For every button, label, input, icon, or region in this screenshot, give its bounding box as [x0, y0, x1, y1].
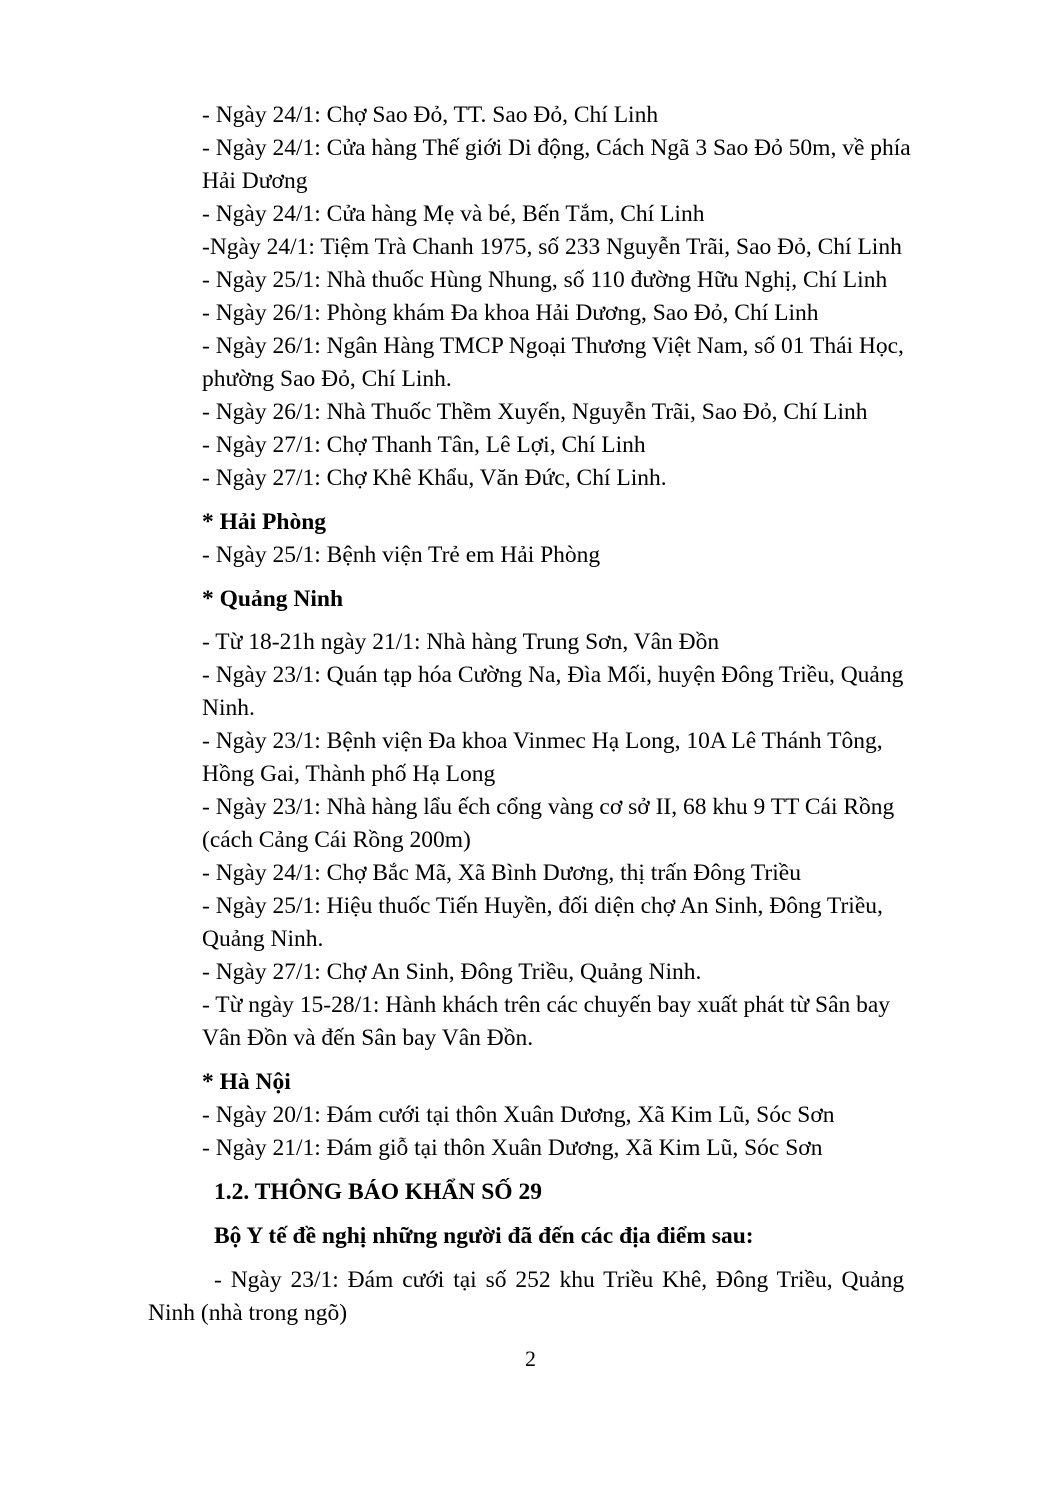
page-number: 2 [525, 1346, 536, 1371]
list-item: - Ngày 25/1: Nhà thuốc Hùng Nhung, số 110 đường Hữu Nghị, Chí Linh [202, 267, 888, 293]
list-item: - Ngày 24/1: Cửa hàng Thế giới Di động, Cách Ngã 3 Sao Đỏ 50m, về phía [202, 135, 911, 161]
list-item: - Ngày 24/1: Chợ Bắc Mã, Xã Bình Dương, thị trấn Đông Triều [202, 860, 801, 886]
notice-item-line-1: - Ngày 23/1: Đám cưới tại số 252 khu Triều Khê, Đông Triều, Quảng [214, 1267, 905, 1293]
list-item: - Ngày 27/1: Chợ Thanh Tân, Lê Lợi, Chí Linh [202, 432, 646, 458]
notice-intro: Bộ Y tế đề nghị những người đã đến các địa điểm sau: [214, 1223, 754, 1249]
list-item: Ninh. [202, 695, 255, 721]
list-item: - Ngày 23/1: Quán tạp hóa Cường Na, Đìa Mối, huyện Đông Triều, Quảng [202, 662, 904, 688]
list-item: (cách Cảng Cái Rồng 200m) [202, 827, 471, 853]
section-heading-hai-phong: * Hải Phòng [202, 509, 327, 535]
list-item: - Ngày 21/1: Đám giỗ tại thôn Xuân Dương, Xã Kim Lũ, Sóc Sơn [202, 1135, 823, 1161]
list-item: - Ngày 26/1: Ngân Hàng TMCP Ngoại Thương Việt Nam, số 01 Thái Học, [202, 333, 904, 359]
list-item: Hải Dương [202, 168, 308, 194]
notice-item-line-2: Ninh (nhà trong ngõ) [148, 1300, 348, 1326]
list-item: - Ngày 26/1: Nhà Thuốc Thềm Xuyến, Nguyễn Trãi, Sao Đỏ, Chí Linh [202, 399, 868, 425]
list-item: - Ngày 27/1: Chợ Khê Khẩu, Văn Đức, Chí Linh. [202, 465, 667, 491]
list-item: - Ngày 23/1: Nhà hàng lẩu ếch cổng vàng cơ sở II, 68 khu 9 TT Cái Rồng [202, 794, 895, 820]
list-item: - Ngày 25/1: Bệnh viện Trẻ em Hải Phòng [202, 542, 601, 568]
list-item: -Ngày 24/1: Tiệm Trà Chanh 1975, số 233 Nguyễn Trãi, Sao Đỏ, Chí Linh [202, 234, 902, 260]
list-item: - Ngày 25/1: Hiệu thuốc Tiến Huyền, đối diện chợ An Sinh, Đông Triều, [202, 893, 883, 919]
list-item: - Từ ngày 15-28/1: Hành khách trên các chuyến bay xuất phát từ Sân bay [202, 992, 891, 1018]
notice-title: 1.2. THÔNG BÁO KHẨN SỐ 29 [214, 1179, 542, 1205]
section-heading-quang-ninh: * Quảng Ninh [202, 586, 344, 612]
list-item: - Ngày 26/1: Phòng khám Đa khoa Hải Dương, Sao Đỏ, Chí Linh [202, 300, 819, 326]
list-item: Vân Đồn và đến Sân bay Vân Đồn. [202, 1025, 534, 1051]
list-item: - Ngày 20/1: Đám cưới tại thôn Xuân Dương, Xã Kim Lũ, Sóc Sơn [202, 1102, 835, 1128]
list-item: - Từ 18-21h ngày 21/1: Nhà hàng Trung Sơn, Vân Đồn [202, 629, 720, 655]
list-item: - Ngày 23/1: Bệnh viện Đa khoa Vinmec Hạ Long, 10A Lê Thánh Tông, [202, 728, 883, 754]
list-item: phường Sao Đỏ, Chí Linh. [202, 366, 452, 392]
list-item: Hồng Gai, Thành phố Hạ Long [202, 761, 496, 787]
list-item: Quảng Ninh. [202, 926, 324, 952]
list-item: - Ngày 24/1: Chợ Sao Đỏ, TT. Sao Đỏ, Chí Linh [202, 102, 659, 128]
list-item: - Ngày 27/1: Chợ An Sinh, Đông Triều, Quảng Ninh. [202, 959, 702, 985]
list-item: - Ngày 24/1: Cửa hàng Mẹ và bé, Bến Tắm, Chí Linh [202, 201, 705, 227]
section-heading-ha-noi: * Hà Nội [202, 1069, 291, 1095]
